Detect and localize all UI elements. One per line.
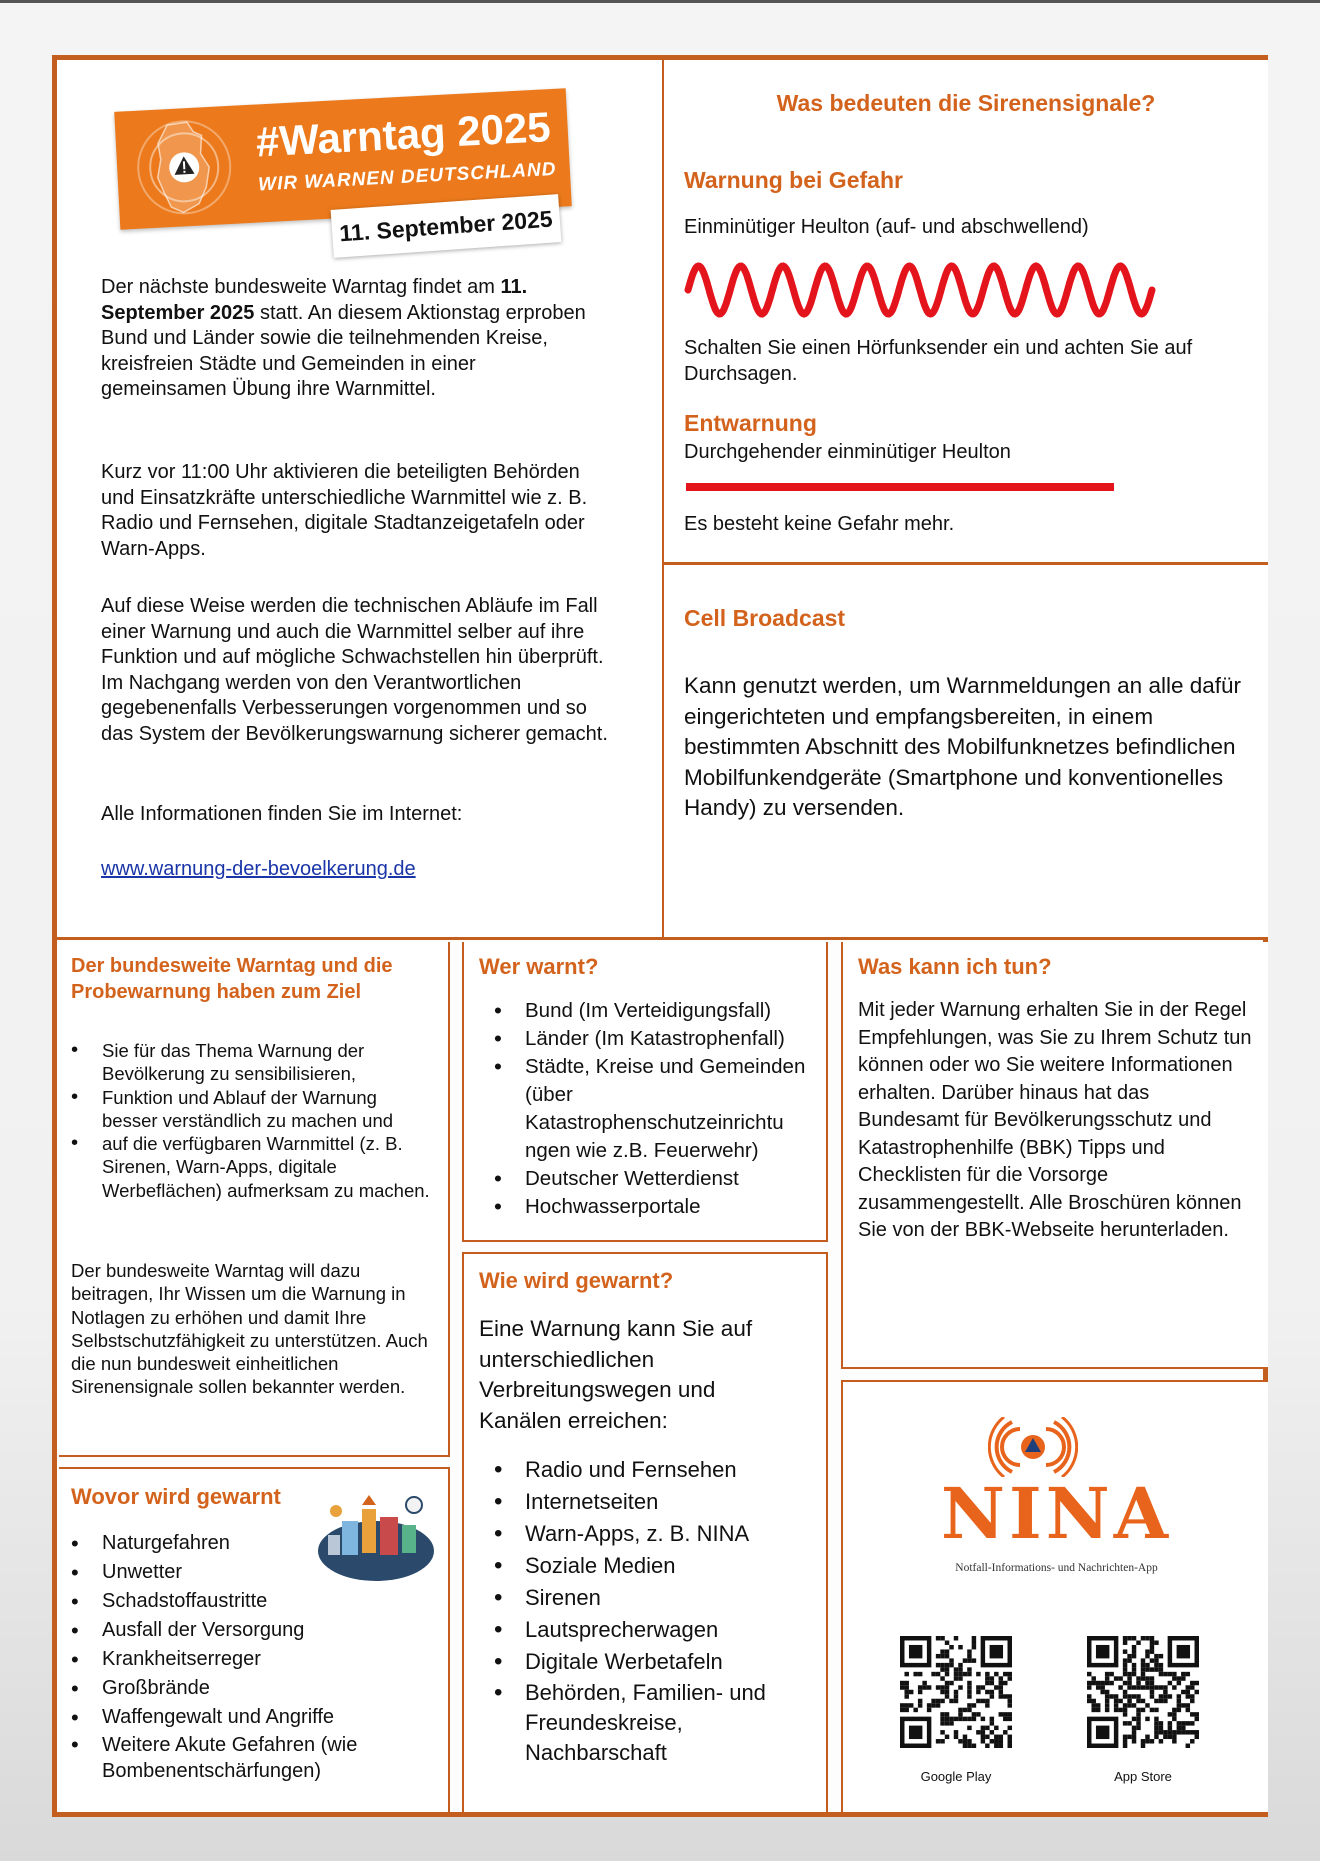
hazards-list-item: • Unwetter [71, 1558, 401, 1587]
action-title: Was kann ich tun? [858, 954, 1052, 979]
how-list-item: • Radio und Fernsehen [494, 1454, 819, 1486]
nina-logo: NINA [940, 1472, 1173, 1555]
hazards-list-item: • Naturgefahren [71, 1529, 401, 1558]
goals-text: Der bundesweite Warntag will dazu beitragen, Ihr Wissen um die Warnung in Notlagen zu erhöhen und damit Ihre Selbstschutzfähigkeit zu unterstützen. Auch die nun bundesweit einheitlichen Sirenensignale sollen bekannter werden. [71, 1260, 428, 1398]
goals-box [59, 942, 450, 1457]
hazards-list-item: • Weitere Akute Gefahren (wie Bombenentschärfungen) [71, 1732, 401, 1784]
nina-signal-icon [988, 1417, 1078, 1477]
intro-paragraph-3: Auf diese Weise werden die technischen Abläufe im Fall einer Warnung und auch die Warnmittel selber auf ihre Funktion und auf mögliche Schwachstellen hin überprüft. Im Nachgang werden von den Verantwortlichen gegebenenfalls Verbesserungen vorgenommen und so das System der Bevölkerungswarnung sicherer gemacht. [101, 595, 608, 745]
goals-list-item: • auf die verfügbaren Warnmittel (z. B. Sirenen, Warn-Apps, digitale Werbeflächen) aufmerksam zu machen. [71, 1132, 431, 1202]
sirens-title: Was bedeuten die Sirenensignale? [776, 90, 1156, 116]
intro-paragraph-2: Kurz vor 11:00 Uhr aktivieren die beteiligten Behörden und Einsatzkräfte unterschiedliche Warnmittel wie z. B. Radio und Fernsehen, digitale Stadtanzeigetafeln oder Warn-Apps. [101, 461, 588, 560]
all-clear-action: Es besteht keine Gefahr mehr. [684, 513, 955, 535]
warning-title: Warnung bei Gefahr [684, 167, 903, 193]
hazards-list-item: • Großbrände [71, 1674, 401, 1703]
action-box [841, 942, 1268, 1369]
cell-broadcast-box [664, 565, 1268, 940]
cell-broadcast-title: Cell Broadcast [684, 605, 846, 631]
banner-title: #Warntag 2025 [254, 103, 552, 166]
nina-tagline: Notfall-Informations- und Nachrichten-App [955, 1562, 1158, 1574]
action-text: Mit jeder Warnung erhalten Sie in der Regel Empfehlungen, was Sie zu Ihrem Schutz tun können oder wo Sie weitere Informationen erhalten. Darüber hinaus hat das Bundesamt für Bevölkerungsschutz und Katastrophenhilfe (BBK) Tipps und Checklisten für die Vorsorge zusammengestellt. Alle Broschüren können Sie von der BBK-Webseite herunterladen. [858, 999, 1252, 1241]
who-list-item: • Städte, Kreise und Gemeinden (über Katastrophenschutzeinrichtu ngen wie z.B. Feuerwehr) [494, 1053, 819, 1165]
who-box [462, 942, 828, 1242]
intro-box [57, 60, 665, 940]
sirens-box [664, 60, 1268, 565]
warning-description: Einminütiger Heulton (auf- und abschwellend) [684, 216, 1089, 238]
nina-box [841, 1380, 1268, 1812]
banner-subtitle: WIR WARNEN DEUTSCHLAND [257, 158, 557, 196]
hazards-list-item: • Schadstoffaustritte [71, 1587, 401, 1616]
intro-date-bold: 11. September 2025 [101, 276, 528, 324]
hazards-list [71, 1529, 401, 1784]
who-list-item: • Hochwasserportale [494, 1193, 819, 1221]
top-divider [0, 0, 1320, 3]
hazards-title: Wovor wird gewarnt [71, 1484, 281, 1509]
how-list-item: • Digitale Werbetafeln [494, 1646, 819, 1678]
google-play-qr-code[interactable] [900, 1636, 1012, 1748]
germany-warning-icon [127, 112, 242, 224]
hazards-box [59, 1467, 450, 1812]
how-list-item: • Warn-Apps, z. B. NINA [494, 1518, 819, 1550]
how-list-item: • Internetseiten [494, 1486, 819, 1518]
how-list-item: • Behörden, Familien- und Freundeskreise, Nachbarschaft [494, 1678, 819, 1768]
how-box [462, 1252, 828, 1812]
intro-text-cont: statt. An diesem Aktionstag erproben Bund und Länder sowie die teilnehmenden Kreise, kreisfreien Städte und Gemeinden in einer gemeinsamen Übung ihre Warnmittel. [101, 301, 586, 400]
intro-text: Der nächste bundesweite Warntag findet am [101, 276, 501, 298]
who-list-item: • Länder (Im Katastrophenfall) [494, 1025, 819, 1053]
goals-title: Der bundesweite Warntag und die Probewarnung haben zum Ziel [71, 955, 393, 1003]
hazards-list-item: • Krankheitserreger [71, 1645, 401, 1674]
goals-list-item: • Funktion und Ablauf der Warnung besser verständlich zu machen und [71, 1086, 431, 1133]
how-title: Wie wird gewarnt? [479, 1268, 674, 1293]
goals-list [71, 1039, 431, 1202]
google-play-label: Google Play [920, 1769, 992, 1784]
continuous-signal-icon [686, 483, 1114, 491]
intro-paragraph-1 [101, 275, 596, 403]
app-store-qr-code[interactable] [1087, 1636, 1199, 1748]
flyer-frame [52, 55, 1268, 1817]
how-intro: Eine Warnung kann Sie auf unterschiedlichen Verbreitungswegen und Kanälen erreichen: [479, 1316, 753, 1433]
who-list [494, 997, 819, 1221]
who-list-item: • Deutscher Wetterdienst [494, 1165, 819, 1193]
cell-broadcast-text: Kann genutzt werden, um Warnmeldungen an alle dafür eingerichteten und empfangsbereiten, in einem bestimmten Abschnitt des Mobilfunknetzes befindlichen Mobilfunkendgeräte (Smartphone und konventionelles Handy) zu versenden. [684, 673, 1242, 820]
who-list-item: • Bund (Im Verteidigungsfall) [494, 997, 819, 1025]
hazards-list-item: • Ausfall der Versorgung [71, 1616, 401, 1645]
rising-falling-signal-icon [684, 258, 1156, 322]
who-title: Wer warnt? [479, 954, 599, 979]
goals-list-item: • Sie für das Thema Warnung der Bevölkerung zu sensibilisieren, [71, 1039, 431, 1086]
warning-action: Schalten Sie einen Hörfunksender ein und achten Sie auf Durchsagen. [684, 337, 1193, 385]
all-clear-title: Entwarnung [684, 410, 817, 436]
app-store-label: App Store [1114, 1769, 1172, 1784]
how-list-item: • Soziale Medien [494, 1550, 819, 1582]
how-list-item: • Sirenen [494, 1582, 819, 1614]
banner-date: 11. September 2025 [331, 194, 562, 258]
hazards-list-item: • Waffengewalt und Angriffe [71, 1703, 401, 1732]
website-link[interactable]: www.warnung-der-bevoelkerung.de [101, 858, 416, 880]
intro-paragraph-4: Alle Informationen finden Sie im Internet: [101, 803, 463, 825]
how-list [494, 1454, 819, 1768]
all-clear-description: Durchgehender einminütiger Heulton [684, 441, 1011, 463]
how-list-item: • Lautsprecherwagen [494, 1614, 819, 1646]
